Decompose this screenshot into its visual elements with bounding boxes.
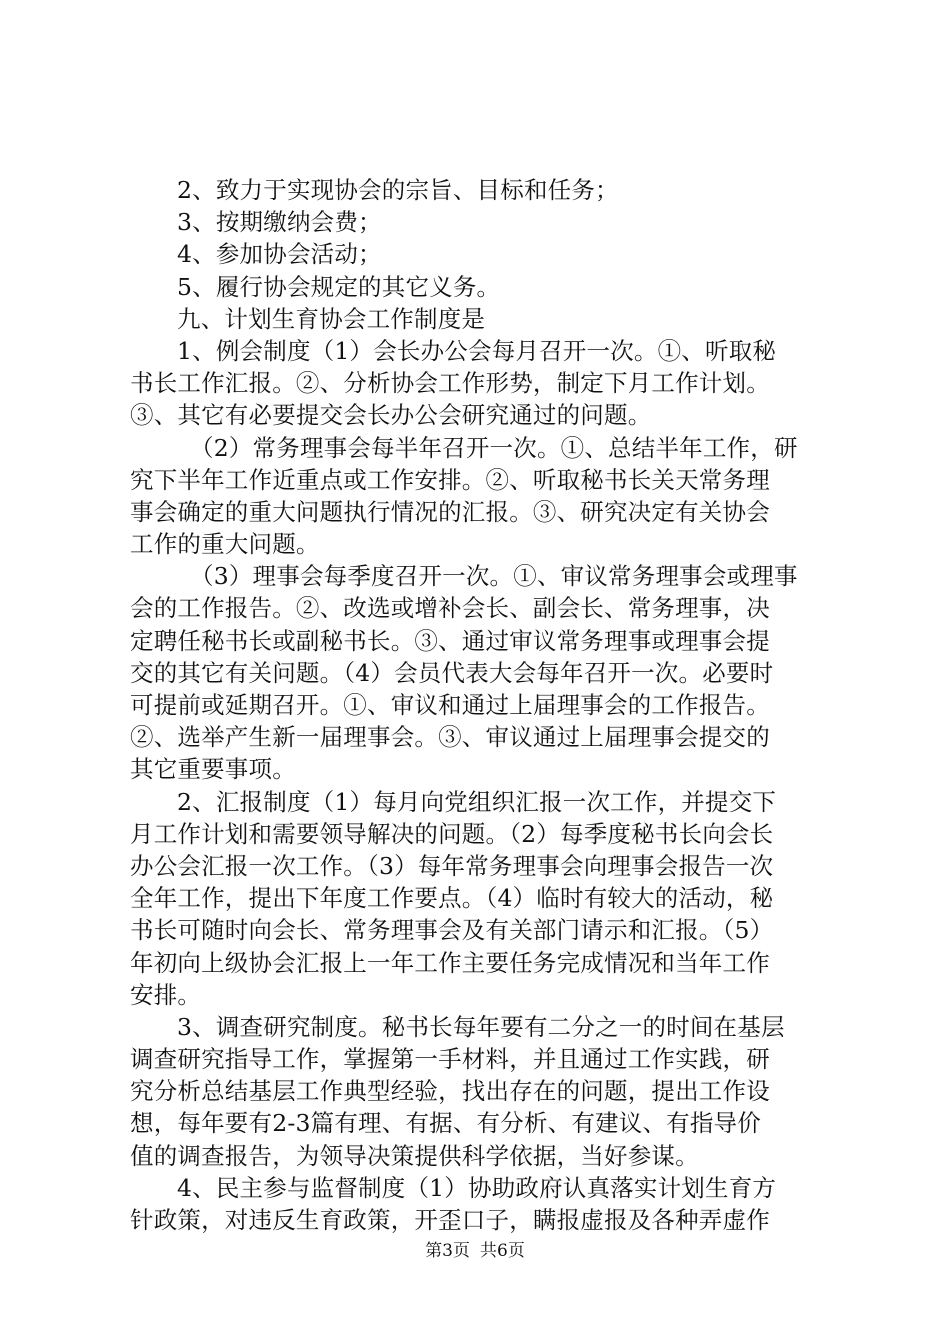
text-line: 值的调查报告，为领导决策提供科学依据，当好参谋。: [130, 1141, 699, 1170]
text-line: 书长可随时向会长、常务理事会及有关部门请示和汇报。（5）: [130, 916, 774, 945]
text-line: 办公会汇报一次工作。（3）每年常务理事会向理事会报告一次: [130, 851, 774, 880]
text-line: 书长工作汇报。②、分析协会工作形势，制定下月工作计划。: [130, 369, 770, 398]
text-line: ③、其它有必要提交会长办公会研究通过的问题。: [130, 401, 652, 430]
text-line: 3、按期缴纳会费；: [177, 208, 382, 237]
text-line: 其它重要事项。: [130, 755, 296, 784]
page-total: 共6页: [480, 1241, 525, 1261]
text-line: 5、履行协会规定的其它义务。: [177, 272, 501, 301]
text-line: 2、汇报制度（1）每月向党组织汇报一次工作，并提交下: [177, 787, 777, 816]
text-line: 安排。: [130, 980, 202, 1009]
text-line: 3、调查研究制度。秘书长每年要有二分之一的时间在基层: [177, 1012, 785, 1041]
page-footer: [0, 1240, 950, 1262]
text-line: ②、选举产生新一届理事会。③、审议通过上届理事会提交的: [130, 723, 770, 752]
text-line: 究分析总结基层工作典型经验，找出存在的问题，提出工作设: [130, 1077, 770, 1106]
text-line: 会的工作报告。②、改选或增补会长、副会长、常务理事，决: [130, 594, 770, 623]
text-line: 全年工作，提出下年度工作要点。（4）临时有较大的活动，秘: [130, 884, 774, 913]
page-number: 第3页: [425, 1241, 470, 1261]
text-line: 事会确定的重大问题执行情况的汇报。③、研究决定有关协会: [130, 497, 770, 526]
text-line: 九、计划生育协会工作制度是: [177, 304, 486, 333]
text-line: 究下半年工作近重点或工作安排。②、听取秘书长关天常务理: [130, 465, 770, 494]
text-line: 工作的重大问题。: [130, 530, 320, 559]
text-line: 定聘任秘书长或副秘书长。③、通过审议常务理事或理事会提: [130, 626, 770, 655]
text-line: 年初向上级协会汇报上一年工作主要任务完成情况和当年工作: [130, 948, 770, 977]
text-line: 想，每年要有2-3篇有理、有据、有分析、有建议、有指导价: [130, 1109, 761, 1138]
text-line: 4、民主参与监督制度（1）协助政府认真落实计划生育方: [177, 1173, 777, 1202]
text-line: （2）常务理事会每半年召开一次。①、总结半年工作，研: [190, 433, 798, 462]
text-line: （3）理事会每季度召开一次。①、审议常务理事会或理事: [190, 562, 798, 591]
text-line: 2、致力于实现协会的宗旨、目标和任务；: [177, 176, 619, 204]
text-line: 交的其它有关问题。（4）会员代表大会每年召开一次。必要时: [130, 658, 774, 687]
text-line: 4、参加协会活动；: [177, 240, 382, 269]
text-line: 调查研究指导工作，掌握第一手材料，并且通过工作实践，研: [130, 1045, 770, 1074]
text-line: 1、例会制度（1）会长办公会每月召开一次。①、听取秘: [177, 336, 777, 365]
document-body: [130, 174, 834, 1236]
text-line: 针政策，对违反生育政策，开歪口子，瞒报虚报及各种弄虚作: [130, 1206, 770, 1234]
text-line: 月工作计划和需要领导解决的问题。（2）每季度秘书长向会长: [130, 819, 774, 848]
text-line: 可提前或延期召开。①、审议和通过上届理事会的工作报告。: [130, 691, 770, 719]
